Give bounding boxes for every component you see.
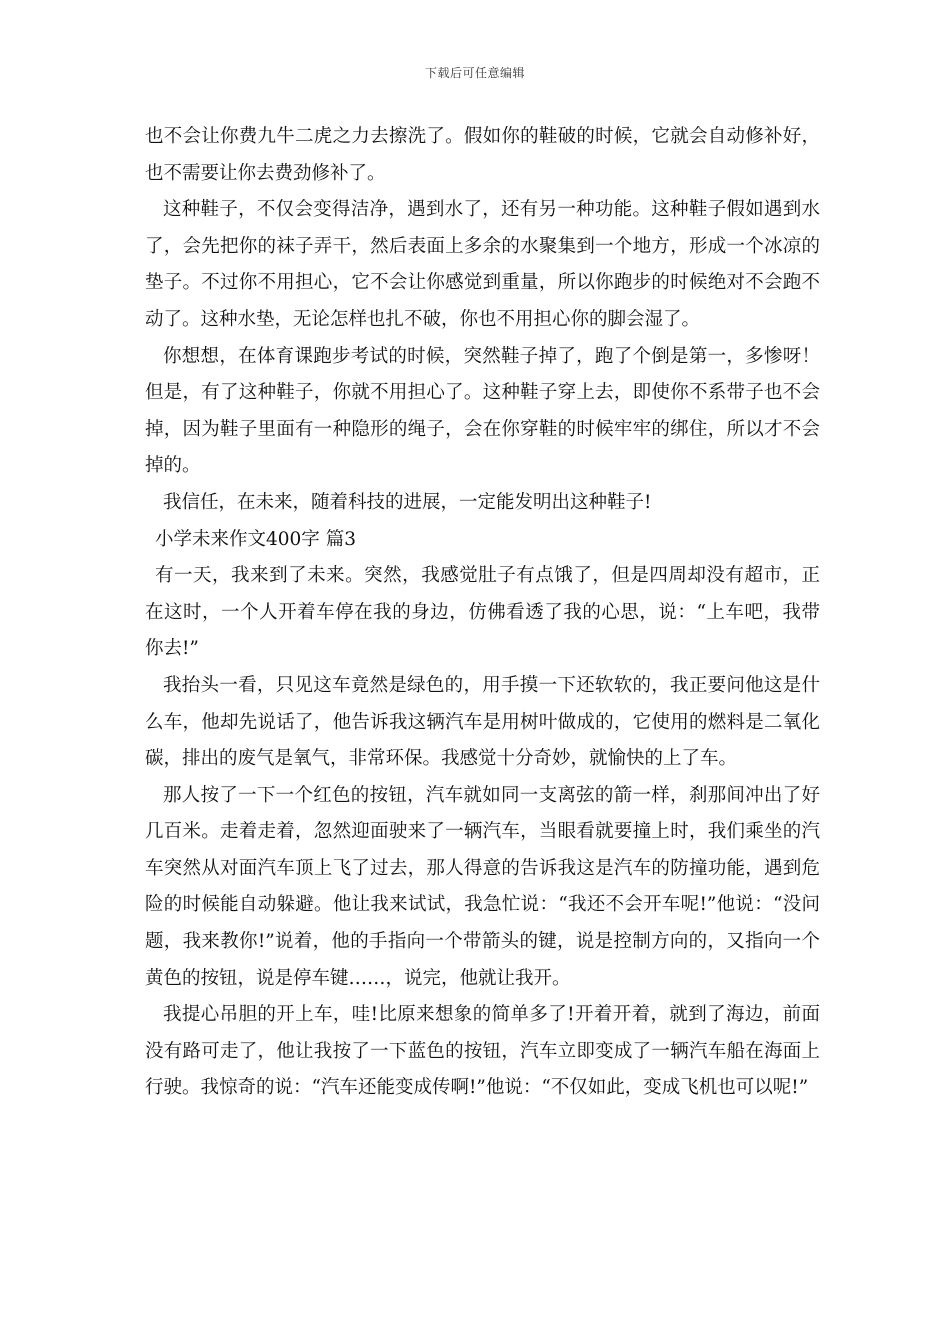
document-body <box>145 119 820 1107</box>
paragraph: 也不会让你费九牛二虎之力去擦洗了。假如你的鞋破的时候，它就会自动修补好，也不需要让你去费劲修补了。 <box>145 126 820 184</box>
paragraph: 那人按了一下一个红色的按钮，汽车就如同一支离弦的箭一样，刹那间冲出了好几百米。走着走着，忽然迎面驶来了一辆汽车，当眼看就要撞上时，我们乘坐的汽车突然从对面汽车顶上飞了过去，那人得意的告诉我这是汽车的防撞功能，遇到危险的时候能自动躲避。他让我来试试，我急忙说：“我还不会开车呢!”他说：“没问题，我来教你!”说着，他的手指向一个带箭头的键，说是控制方向的，又指向一个黄色的按钮，说是停车键……，说完，他就让我开。 <box>145 784 820 989</box>
paragraph: 我提心吊胆的开上车，哇!比原来想象的简单多了!开着开着，就到了海边，前面没有路可走了，他让我按了一下蓝色的按钮，汽车立即变成了一辆汽车船在海面上行驶。我惊奇的说：“汽车还能变成传啊!”他说：“不仅如此，变成飞机也可以呢!” <box>145 1004 820 1099</box>
section-heading: 小学未来作文400字 篇3 <box>155 528 356 550</box>
paragraph: 这种鞋子，不仅会变得洁净，遇到水了，还有另一种功能。这种鞋子假如遇到水了，会先把你的袜子弄干，然后表面上多余的水聚集到一个地方，形成一个冰凉的垫子。不过你不用担心，它不会让你感觉到重量，所以你跑步的时候绝对不会跑不动了。这种水垫，无论怎样也扎不破，你也不用担心你的脚会湿了。 <box>145 199 820 330</box>
page-header: 下载后可任意编辑 <box>424 66 525 80</box>
paragraph: 我抬头一看，只见这车竟然是绿色的，用手摸一下还软软的，我正要问他这是什么车，他却先说话了，他告诉我这辆汽车是用树叶做成的，它使用的燃料是二氧化碳，排出的废气是氧气，非常环保。我感觉十分奇妙，就愉快的上了车。 <box>145 674 820 770</box>
paragraph: 我信任，在未来，随着科技的进展，一定能发明出这种鞋子! <box>163 491 652 513</box>
paragraph: 有一天，我来到了未来。突然，我感觉肚子有点饿了，但是四周却没有超市，正在这时，一个人开着车停在我的身边，仿佛看透了我的心思，说：“上车吧，我带你去!” <box>145 565 820 660</box>
paragraph: 你想想，在体育课跑步考试的时候，突然鞋子掉了，跑了个倒是第一，多惨呀！但是，有了这种鞋子，你就不用担心了。这种鞋子穿上去，即使你不系带子也不会掉，因为鞋子里面有一种隐形的绳子，会在你穿鞋的时候牢牢的绑住，所以才不会掉的。 <box>145 345 820 477</box>
